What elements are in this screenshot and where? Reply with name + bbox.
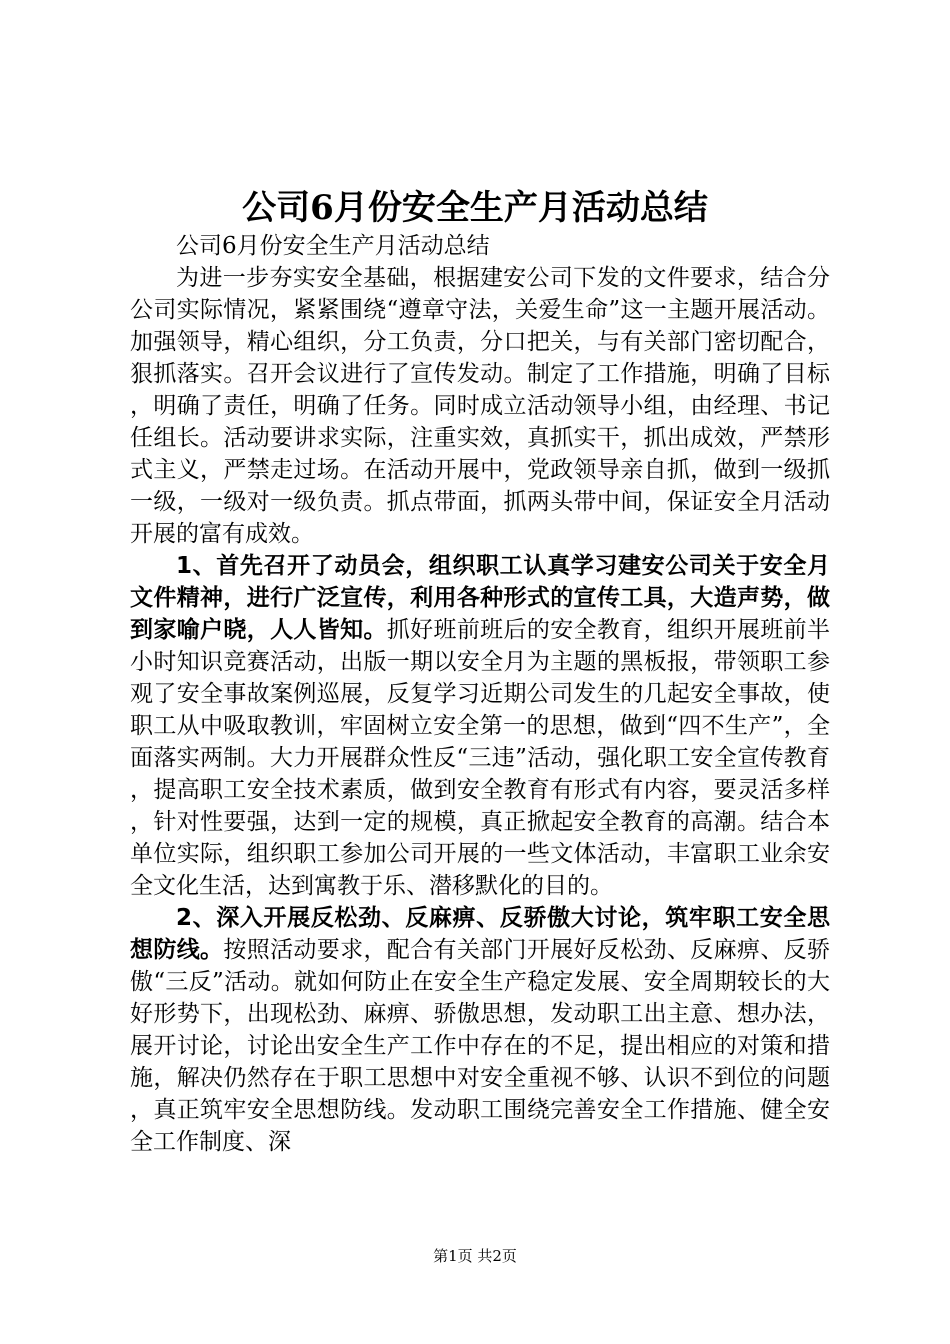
paragraph-section-1	[130, 550, 830, 902]
section-2-heading: 2、深入开展反松劲、反麻痹、反骄傲大讨论，筑牢职工安全思想防线。	[130, 905, 830, 963]
document-body	[130, 230, 830, 1158]
section-1-heading: 1、首先召开了动员会，组织职工认真学习建安公司关于安全月文件精神，进行广泛宣传，利用各种形式的宣传工具，大造声势，做到家喻户晓，人人皆知。	[130, 553, 830, 643]
paragraph-intro: 为进一步夯实安全基础，根据建安公司下发的文件要求，结合分公司实际情况，紧紧围绕“遵章守法，关爱生命”这一主题开展活动。加强领导，精心组织，分工负责，分口把关，与有关部门密切配合，狠抓落实。召开会议进行了宣传发动。制定了工作措施，明确了目标，明确了责任，明确了任务。同时成立活动领导小组，由经理、书记任组长。活动要讲求实际，注重实效，真抓实干，抓出成效，严禁形式主义，严禁走过场。在活动开展中，党政领导亲自抓，做到一级抓一级，一级对一级负责。抓点带面，抓两头带中间，保证安全月活动开展的富有成效。	[130, 265, 830, 547]
document-title: 公司6月份安全生产月活动总结	[242, 188, 708, 228]
page-footer: 第1页 共2页	[433, 1247, 517, 1265]
paragraph-section-2	[130, 902, 830, 1158]
section-1-text: 抓好班前班后的安全教育，组织开展班前半小时知识竞赛活动，出版一期以安全月为主题的黑板报，带领职工参观了安全事故案例巡展，反复学习近期公司发生的几起安全事故，使职工从中吸取教训，牢固树立安全第一的思想，做到“四不生产”，全面落实两制。大力开展群众性反“三违”活动，强化职工安全宣传教育，提高职工安全技术素质，做到安全教育有形式有内容，要灵活多样，针对性要强，达到一定的规模，真正掀起安全教育的高潮。结合本单位实际，组织职工参加公司开展的一些文体活动，丰富职工业余安全文化生活，达到寓教于乐、潜移默化的目的。	[130, 617, 831, 899]
subtitle-line: 公司6月份安全生产月活动总结	[176, 233, 490, 259]
section-2-text: 按照活动要求，配合有关部门开展好反松劲、反麻痹、反骄傲“三反”活动。就如何防止在安全生产稳定发展、安全周期较长的大好形势下，出现松劲、麻痹、骄傲思想，发动职工出主意、想办法，展开讨论，讨论出安全生产工作中存在的不足，提出相应的对策和措施，解决仍然存在于职工思想中对安全重视不够、认识不到位的问题，真正筑牢安全思想防线。发动职工围绕完善安全工作措施、健全安全工作制度、深	[130, 937, 831, 1155]
